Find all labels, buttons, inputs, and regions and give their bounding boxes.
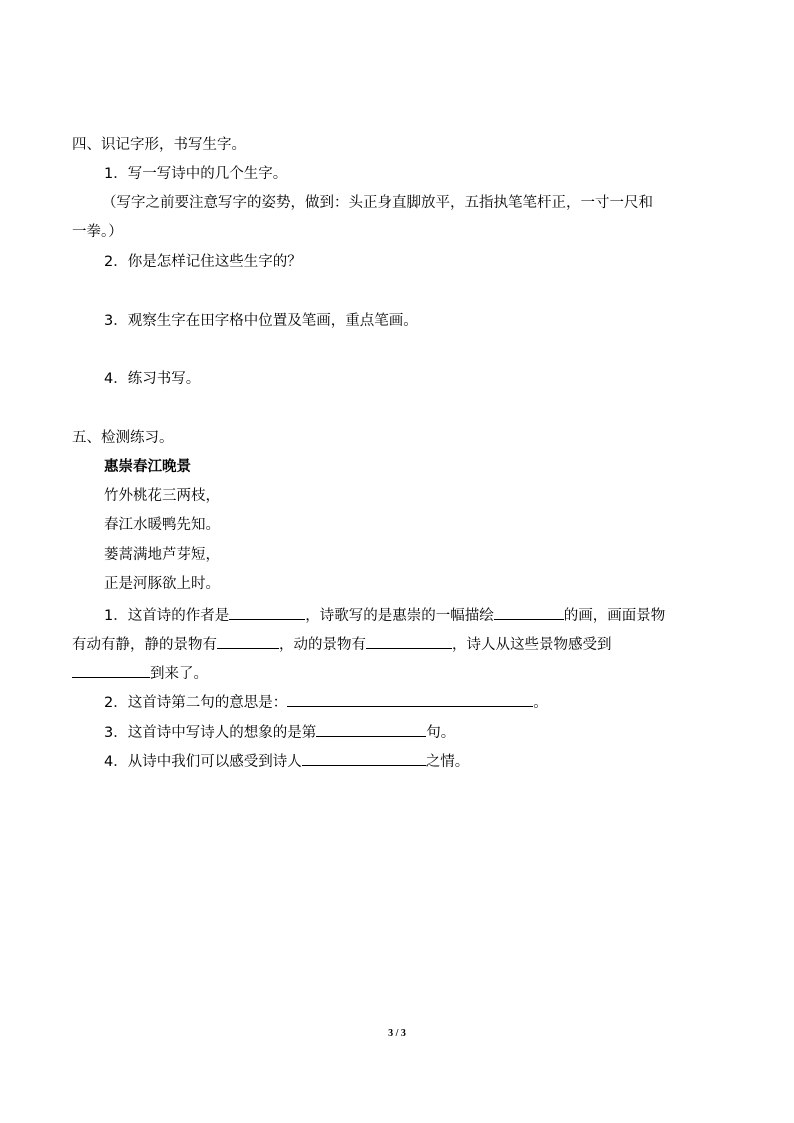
q3-text-a: 3．这首诗中写诗人的想象的是第 [104, 725, 317, 741]
q1-text-d: 有动有静，静的景物有 [72, 637, 217, 653]
note-line-2: 一拳。） [72, 224, 123, 240]
poem-line-4: 正是河豚欲上时。 [104, 576, 220, 592]
question-1-line-2 [72, 634, 612, 654]
q1-text-b: ，诗歌写的是惠崇的一幅描绘 [305, 608, 494, 624]
poem-line-2: 春江水暖鸭先知。 [104, 517, 220, 533]
q4-text-b: 之情。 [425, 754, 470, 770]
q3-line-blank[interactable] [316, 722, 426, 737]
q1-text-f: ，诗人从这些景物感受到 [452, 637, 612, 653]
item-1: 1．写一写诗中的几个生字。 [104, 166, 288, 182]
item-3: 3．观察生字在田字格中位置及笔画，重点笔画。 [104, 313, 418, 329]
q3-text-b: 句。 [426, 725, 456, 741]
poem-title: 惠崇春江晚景 [104, 459, 191, 475]
q1-static-blank[interactable] [217, 634, 279, 649]
question-2 [104, 692, 548, 712]
page-number: 3 / 3 [388, 1028, 406, 1039]
question-1-line-1 [104, 605, 665, 625]
item-2: 2．你是怎样记住这些生字的？ [104, 254, 302, 270]
q1-text-g: 到来了。 [150, 666, 208, 682]
q2-text-a: 2．这首诗第二句的意思是： [104, 695, 288, 711]
question-3 [104, 722, 455, 742]
section-5-heading: 五、检测练习。 [72, 430, 174, 446]
question-1-line-3 [72, 663, 208, 683]
q1-feeling-blank[interactable] [72, 663, 150, 678]
q1-text-e: ，动的景物有 [279, 637, 366, 653]
q1-text-c: 的画，画面景物 [563, 608, 666, 624]
q2-meaning-blank[interactable] [287, 692, 533, 707]
q1-author-blank[interactable] [229, 605, 305, 620]
section-4-heading: 四、识记字形，书写生字。 [72, 137, 246, 153]
q1-scene-blank[interactable] [494, 605, 564, 620]
q1-dynamic-blank[interactable] [366, 634, 452, 649]
q4-text-a: 4．从诗中我们可以感受到诗人 [104, 754, 302, 770]
item-4: 4．练习书写。 [104, 371, 201, 387]
q2-text-b: 。 [533, 695, 548, 711]
question-4 [104, 751, 469, 771]
poem-line-3: 蒌蒿满地芦芽短， [104, 547, 220, 563]
note-line-1: （写字之前要注意写字的姿势，做到：头正身直脚放平，五指执笔笔杆正，一寸一尺和 [102, 195, 653, 211]
poem-line-1: 竹外桃花三两枝， [104, 488, 220, 504]
q1-text-a: 1．这首诗的作者是 [104, 608, 230, 624]
q4-emotion-blank[interactable] [302, 751, 426, 766]
